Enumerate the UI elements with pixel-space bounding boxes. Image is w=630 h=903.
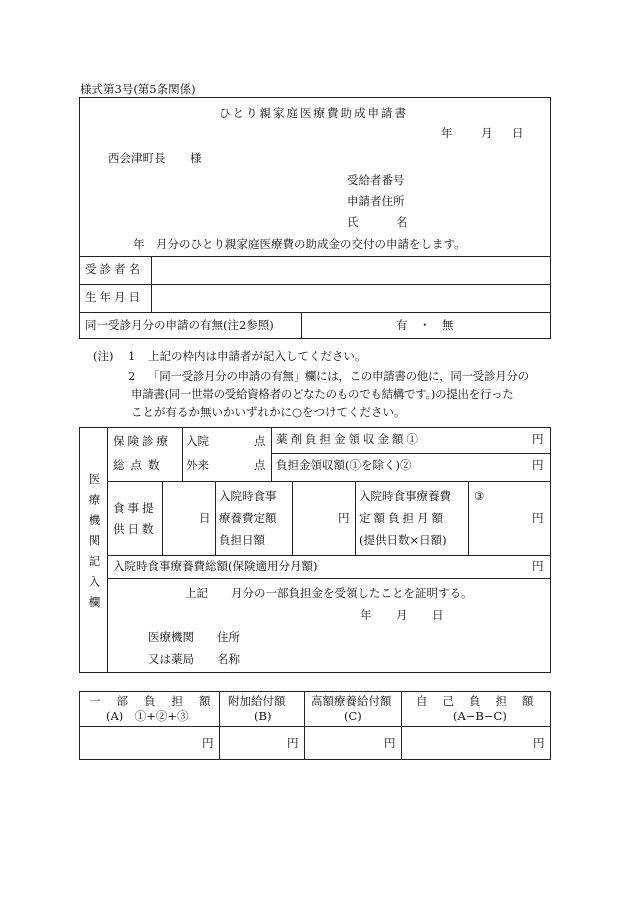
drug-burden-label: 薬剤負担金領収金額① <box>276 432 421 446</box>
application-statement: 年 月分のひとり親家庭医療費の助成金の交付の申請をします。 <box>133 237 466 251</box>
col1-header-1: 一部負担額 <box>89 694 227 708</box>
col4-header-1: 自己負担額 <box>416 694 549 708</box>
meal-days-label-2: 供日数 <box>113 522 157 536</box>
outpatient-label: 外来 <box>186 458 209 472</box>
certify-statement: 上記 月分の一部負担金を受領したことを証明する。 <box>185 586 473 600</box>
birthdate-label: 生年月日 <box>85 290 143 304</box>
meal-total-label: 入院時食事療養費総額(保険適用分月額) <box>113 559 318 573</box>
applicant-address-label: 申請者住所 <box>347 194 405 208</box>
honorific: 様 <box>190 151 202 165</box>
meal-fixed-label-3: (提供日数×日額) <box>359 533 447 547</box>
inpatient-points-unit[interactable]: 点 <box>254 434 266 448</box>
recipient-number-label: 受給者番号 <box>347 173 405 187</box>
birthdate-field[interactable] <box>153 286 549 310</box>
meal-std-label-1: 入院時食事 <box>219 489 277 503</box>
same-month-label: 同一受診月分の申請の有無(注2参照) <box>85 318 274 332</box>
cert-year[interactable]: 年 <box>360 608 372 622</box>
meal-std-label-3: 負担日額 <box>219 533 265 547</box>
burden-excl-label: 負担金領収額(①を除く)② <box>276 458 412 472</box>
meal-fixed-yen[interactable]: 円 <box>532 511 544 525</box>
note-2-line-3: ことが有るか無いかいずれかに○をつけてください。 <box>131 405 406 419</box>
note-2-number: 2 <box>128 369 136 383</box>
col3-yen[interactable]: 円 <box>384 736 396 750</box>
note-2-line-1: 「同一受診月分の申請の有無」欄には，この申請書の他に，同一受診月分の <box>148 369 529 383</box>
note-1: 上記の枠内は申請者が記入してください。 <box>148 349 367 363</box>
insurance-points-label-1: 保険診療 <box>113 434 171 448</box>
col1-header-2: (A) ①+②+③ <box>106 709 189 723</box>
date-month[interactable]: 月 <box>481 126 493 140</box>
meal-days-label-1: 食事提 <box>113 501 157 515</box>
col2-yen[interactable]: 円 <box>287 736 299 750</box>
patient-name-field[interactable] <box>153 258 549 282</box>
col1-yen[interactable]: 円 <box>202 736 214 750</box>
note-1-number: 1 <box>128 349 136 363</box>
patient-name-label: 受診者名 <box>85 262 143 276</box>
meal-std-yen[interactable]: 円 <box>338 511 350 525</box>
yes-no-choice[interactable]: 有 ・ 無 <box>396 318 454 332</box>
institution-label-1: 医療機関 <box>148 630 194 644</box>
col3-header-1: 高額療養給付額 <box>311 694 392 708</box>
form-title: ひとり親家庭医療費助成申請書 <box>219 106 408 120</box>
burden-excl-yen[interactable]: 円 <box>532 458 544 472</box>
meal-total-yen[interactable]: 円 <box>532 559 544 573</box>
name-label-1: 氏 <box>347 215 359 229</box>
col4-header-2: (A−B−C) <box>453 709 507 723</box>
col4-yen[interactable]: 円 <box>533 736 545 750</box>
inpatient-label: 入院 <box>186 434 209 448</box>
cert-month[interactable]: 月 <box>396 608 408 622</box>
note-2-line-2: 申請書(同一世帯の受給資格者のどなたのものでも結構です。)の提出を行った <box>131 387 514 401</box>
cert-day[interactable]: 日 <box>432 608 444 622</box>
col3-header-2: (C) <box>344 709 362 723</box>
medical-side-label: 医療機関記入欄 <box>87 473 102 617</box>
institution-name-label: 名称 <box>217 652 240 666</box>
circle-3-label: ③ <box>474 489 485 503</box>
insurance-points-label-2: 総点数 <box>113 458 166 472</box>
note-prefix: (注) <box>93 349 114 363</box>
institution-label-2: 又は薬局 <box>148 652 194 666</box>
outpatient-points-unit[interactable]: 点 <box>254 458 266 472</box>
col2-header-1: 附加給付額 <box>228 694 286 708</box>
date-year[interactable]: 年 <box>441 126 453 140</box>
name-label-2: 名 <box>396 215 408 229</box>
institution-address-label: 住所 <box>217 630 240 644</box>
meal-days-unit[interactable]: 日 <box>199 511 211 525</box>
meal-fixed-label-1: 入院時食事療養費 <box>359 489 451 503</box>
addressee: 西会津町長 <box>108 151 166 165</box>
meal-std-label-2: 療養費定額 <box>219 511 277 525</box>
date-day[interactable]: 日 <box>512 126 524 140</box>
col2-header-2: (B) <box>254 709 272 723</box>
meal-fixed-label-2: 定額負担月額 <box>359 511 446 525</box>
form-label: 様式第3号(第5条関係) <box>80 82 196 96</box>
drug-burden-yen[interactable]: 円 <box>532 432 544 446</box>
